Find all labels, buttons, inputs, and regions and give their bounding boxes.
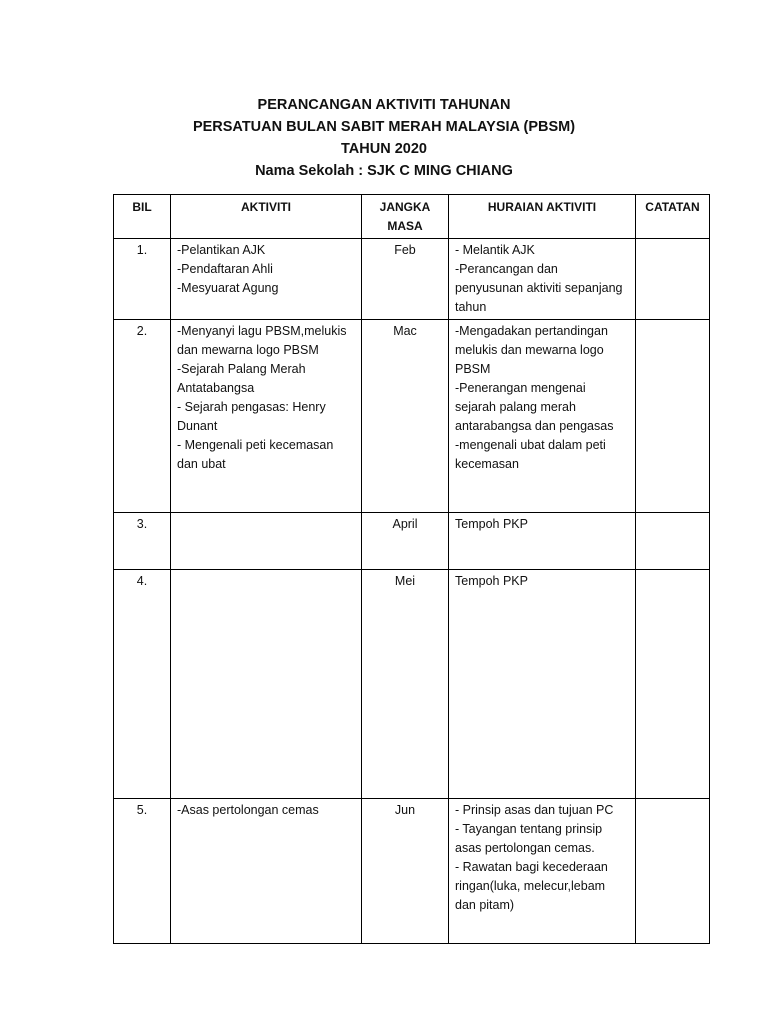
header-bil: BIL [114, 195, 171, 239]
cell-aktiviti [171, 570, 362, 799]
cell-bil: 5. [114, 799, 171, 944]
table-row [114, 320, 710, 513]
huraian-line: - Prinsip asas dan tujuan PC [455, 803, 614, 817]
header-organization: PERSATUAN BULAN SABIT MERAH MALAYSIA (PBSM) [192, 119, 576, 135]
huraian-line: -mengenali ubat dalam peti kecemasan [455, 438, 606, 471]
huraian-line: -Penerangan mengenai sejarah palang merah antarabangsa dan pengasas [455, 381, 614, 433]
cell-jangka-masa: April [362, 513, 449, 570]
cell-catatan [636, 799, 710, 944]
document-header [0, 94, 768, 182]
aktiviti-line: -Sejarah Palang Merah Antatabangsa [177, 362, 306, 395]
cell-aktiviti [171, 320, 362, 513]
huraian-line: - Rawatan bagi kecederaan ringan(luka, melecur,lebam dan pitam) [455, 860, 608, 912]
cell-bil: 2. [114, 320, 171, 513]
huraian-line: Tempoh PKP [455, 517, 528, 531]
cell-huraian [449, 799, 636, 944]
cell-aktiviti [171, 799, 362, 944]
cell-bil: 4. [114, 570, 171, 799]
cell-catatan [636, 570, 710, 799]
aktiviti-line: -Mesyuarat Agung [177, 281, 279, 295]
cell-huraian [449, 239, 636, 320]
huraian-line: - Melantik AJK [455, 243, 535, 257]
cell-catatan [636, 239, 710, 320]
aktiviti-line: -Asas pertolongan cemas [177, 803, 319, 817]
header-jangka-masa: JANGKA MASA [362, 195, 449, 239]
aktiviti-line: - Mengenali peti kecemasan dan ubat [177, 438, 334, 471]
cell-jangka-masa: Jun [362, 799, 449, 944]
cell-jangka-masa: Mei [362, 570, 449, 799]
activity-plan-table [113, 194, 710, 944]
cell-huraian [449, 513, 636, 570]
aktiviti-line: -Menyanyi lagu PBSM,melukis dan mewarna logo PBSM [177, 324, 347, 357]
table-header-row [114, 195, 710, 239]
huraian-line: -Mengadakan pertandingan melukis dan mewarna logo PBSM [455, 324, 608, 376]
header-huraian: HURAIAN AKTIVITI [449, 195, 636, 239]
header-title: PERANCANGAN AKTIVITI TAHUNAN [257, 97, 511, 113]
cell-huraian [449, 570, 636, 799]
table-row [114, 570, 710, 799]
table-row [114, 799, 710, 944]
huraian-line: Tempoh PKP [455, 574, 528, 588]
cell-huraian [449, 320, 636, 513]
cell-aktiviti [171, 513, 362, 570]
cell-bil: 1. [114, 239, 171, 320]
cell-bil: 3. [114, 513, 171, 570]
cell-catatan [636, 320, 710, 513]
cell-jangka-masa: Mac [362, 320, 449, 513]
header-year: TAHUN 2020 [341, 141, 427, 157]
huraian-line: -Perancangan dan penyusunan aktiviti sepanjang tahun [455, 262, 623, 314]
header-school-name: Nama Sekolah : SJK C MING CHIANG [255, 163, 513, 179]
cell-catatan [636, 513, 710, 570]
table-row [114, 239, 710, 320]
cell-aktiviti [171, 239, 362, 320]
aktiviti-line: -Pendaftaran Ahli [177, 262, 273, 276]
aktiviti-line: - Sejarah pengasas: Henry Dunant [177, 400, 326, 433]
huraian-line: - Tayangan tentang prinsip asas pertolongan cemas. [455, 822, 603, 855]
cell-jangka-masa: Feb [362, 239, 449, 320]
aktiviti-line: -Pelantikan AJK [177, 243, 266, 257]
table-row [114, 513, 710, 570]
header-catatan: CATATAN [636, 195, 710, 239]
header-aktiviti: AKTIVITI [171, 195, 362, 239]
